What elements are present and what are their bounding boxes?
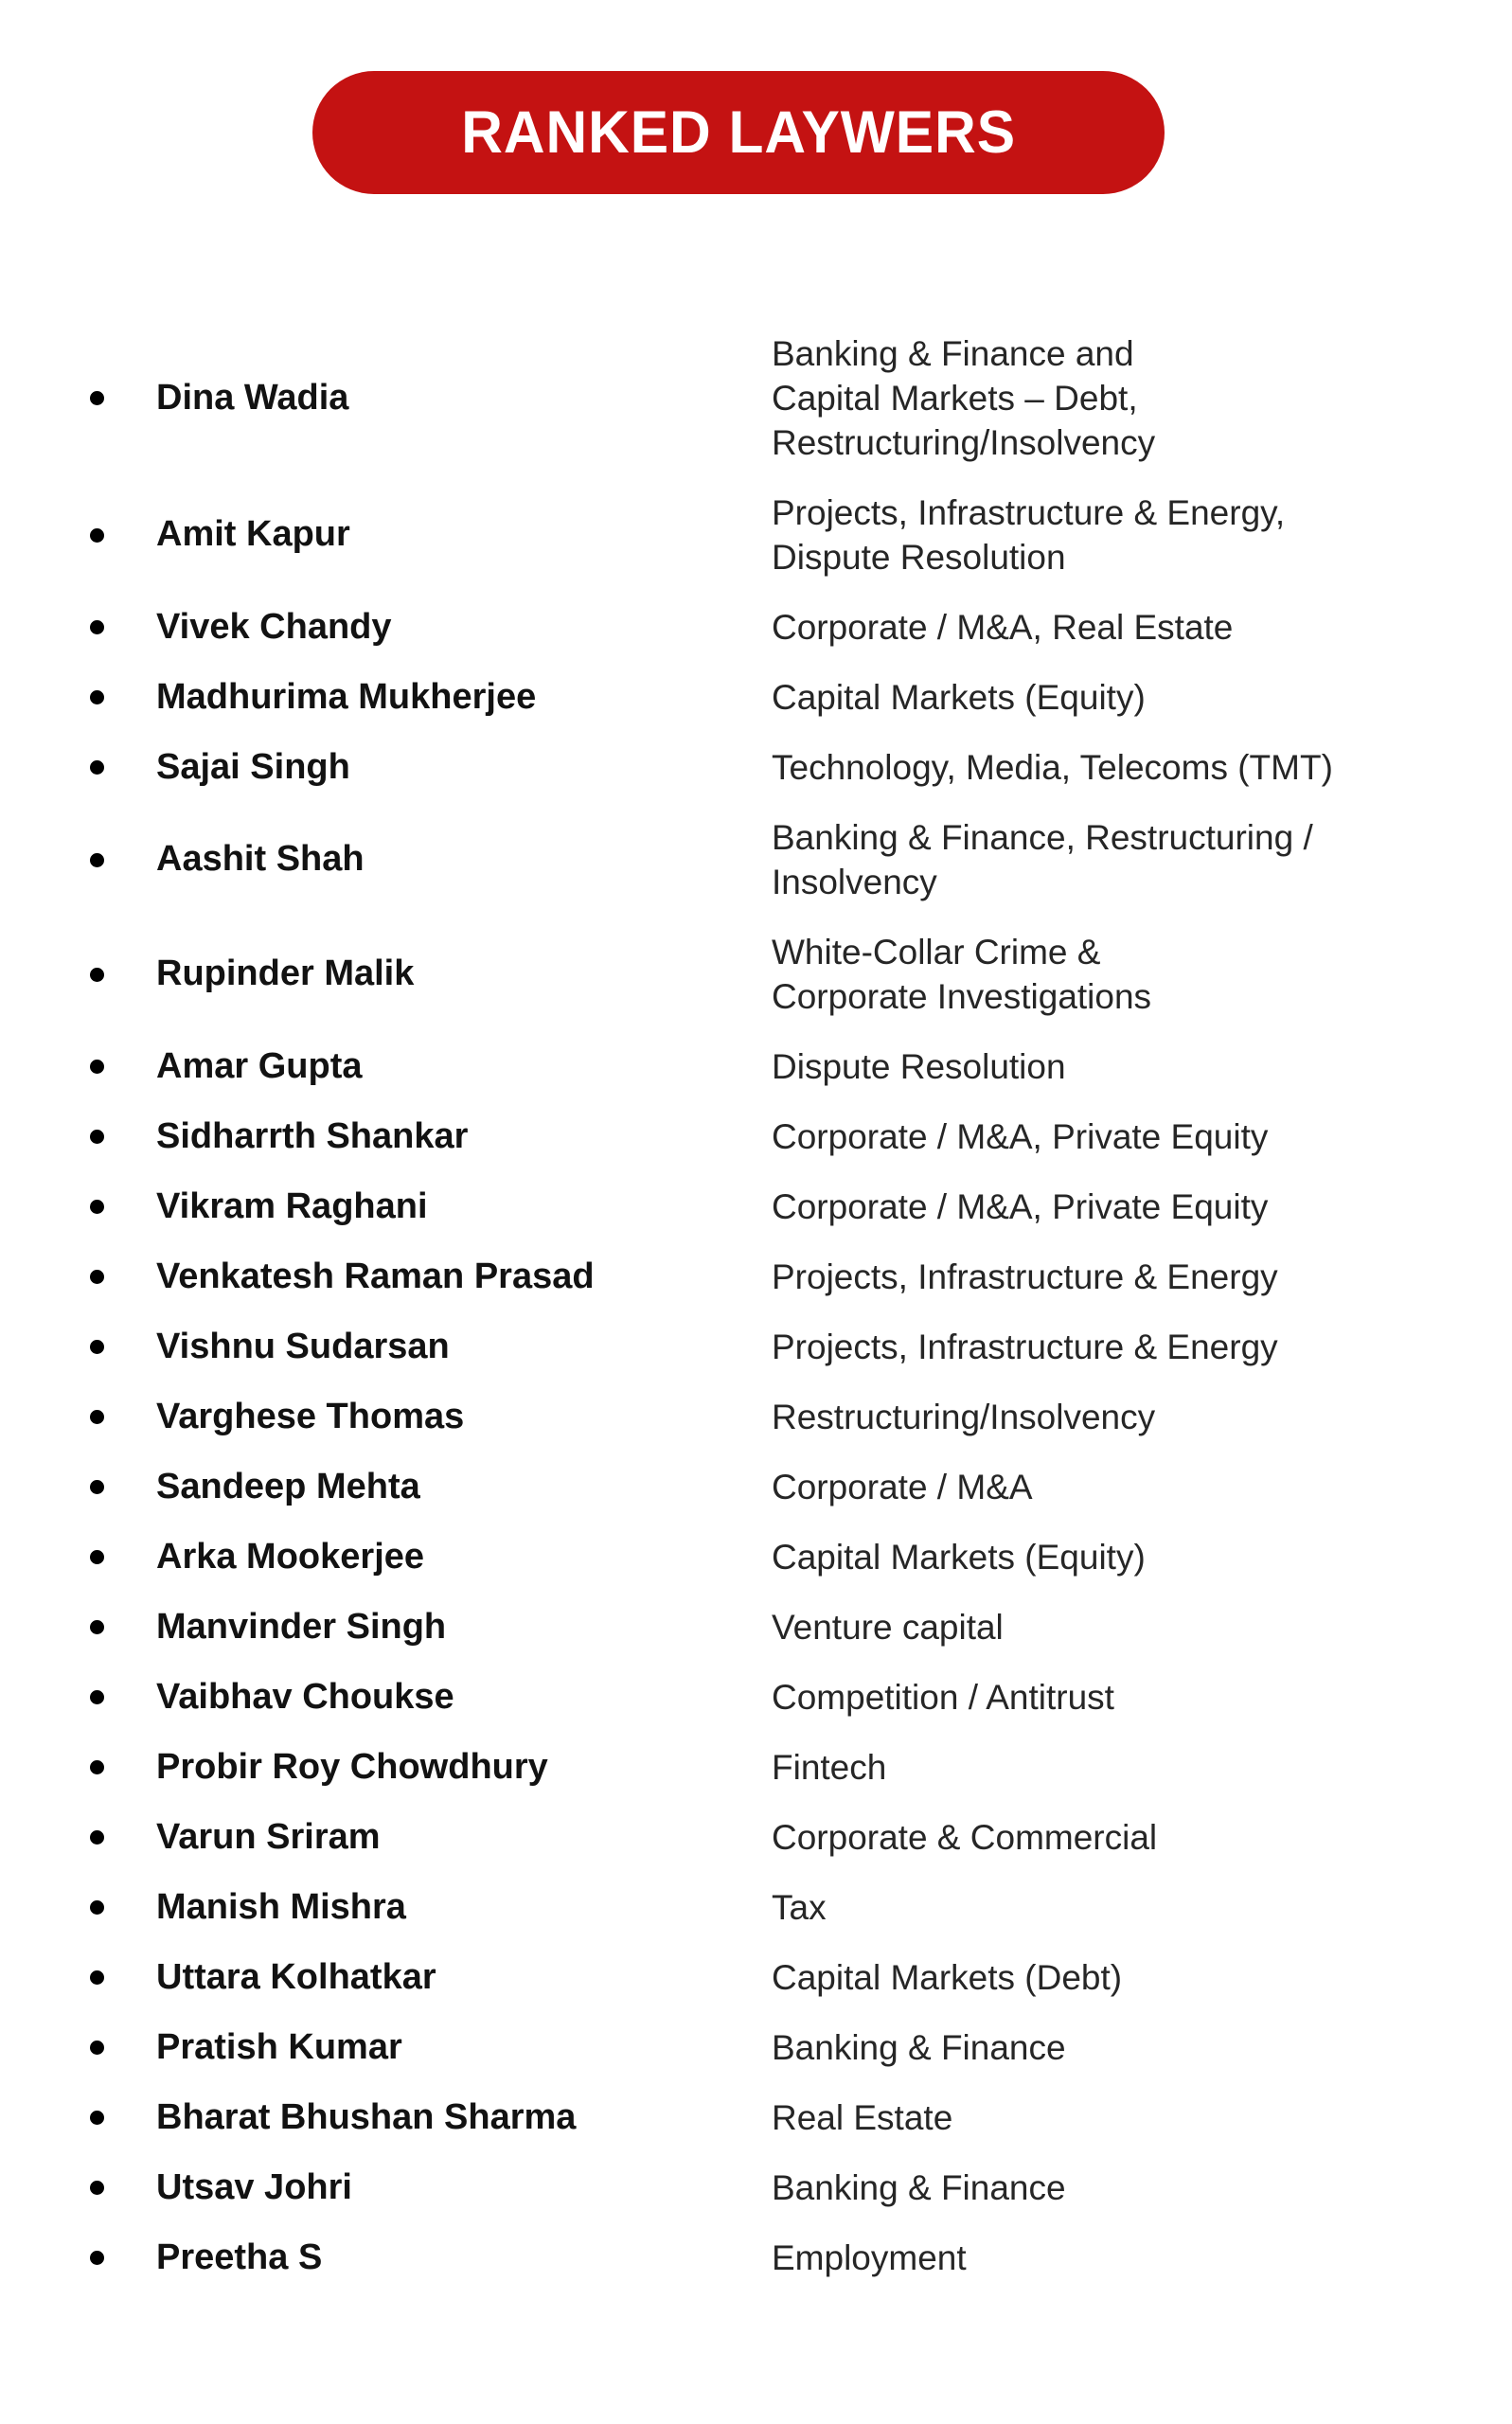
page-title: RANKED LAYWERS bbox=[461, 99, 1016, 166]
lawyer-row bbox=[90, 1885, 1474, 1930]
bullet-icon bbox=[90, 2111, 104, 2125]
bullet-icon bbox=[90, 1830, 104, 1845]
lawyer-row bbox=[90, 1465, 1474, 1509]
bullet-icon bbox=[90, 1690, 104, 1704]
practice-line: Dispute Resolution bbox=[772, 538, 1066, 577]
lawyer-row bbox=[90, 1605, 1474, 1649]
practice-line: Banking & Finance bbox=[772, 2028, 1066, 2067]
practice-line: Capital Markets (Equity) bbox=[772, 1538, 1146, 1577]
practice-line: Competition / Antitrust bbox=[772, 1678, 1114, 1717]
lawyer-row bbox=[90, 745, 1474, 790]
practice-area bbox=[772, 331, 1474, 465]
practice-area bbox=[772, 490, 1474, 579]
lawyer-row bbox=[90, 331, 1474, 465]
practice-line: Dispute Resolution bbox=[772, 1047, 1066, 1086]
lawyer-name: Pratish Kumar bbox=[156, 2026, 402, 2067]
bullet-icon bbox=[90, 1340, 104, 1354]
practice-area bbox=[772, 1745, 1474, 1790]
lawyer-name: Bharat Bhushan Sharma bbox=[156, 2096, 577, 2137]
practice-area bbox=[772, 1955, 1474, 2000]
practice-area bbox=[772, 1465, 1474, 1509]
practice-area bbox=[772, 2095, 1474, 2140]
practice-line: Banking & Finance bbox=[772, 2168, 1066, 2207]
practice-area bbox=[772, 2025, 1474, 2070]
lawyer-row bbox=[90, 1745, 1474, 1790]
bullet-icon bbox=[90, 1410, 104, 1424]
practice-area bbox=[772, 1325, 1474, 1369]
practice-line: Restructuring/Insolvency bbox=[772, 423, 1156, 462]
practice-line: Tax bbox=[772, 1888, 827, 1927]
lawyer-name: Sidharrth Shankar bbox=[156, 1115, 469, 1156]
practice-line: Projects, Infrastructure & Energy bbox=[772, 1257, 1278, 1296]
practice-area bbox=[772, 1395, 1474, 1439]
lawyer-name: Madhurima Mukherjee bbox=[156, 676, 537, 717]
lawyer-row bbox=[90, 605, 1474, 650]
practice-line: Projects, Infrastructure & Energy bbox=[772, 1328, 1278, 1366]
practice-area bbox=[772, 2236, 1474, 2280]
practice-area bbox=[772, 1535, 1474, 1579]
lawyer-name: Probir Roy Chowdhury bbox=[156, 1746, 548, 1787]
practice-area bbox=[772, 1605, 1474, 1649]
practice-area bbox=[772, 745, 1474, 790]
practice-area bbox=[772, 605, 1474, 650]
lawyer-row bbox=[90, 675, 1474, 720]
practice-line: Corporate / M&A, Real Estate bbox=[772, 608, 1234, 647]
lawyer-name: Manish Mishra bbox=[156, 1886, 406, 1927]
practice-line: Venture capital bbox=[772, 1608, 1004, 1647]
lawyer-name: Dina Wadia bbox=[156, 377, 349, 418]
lawyer-name: Varghese Thomas bbox=[156, 1396, 465, 1436]
lawyer-list bbox=[0, 331, 1512, 2280]
lawyer-name: Utsav Johri bbox=[156, 2166, 352, 2207]
practice-line: Banking & Finance, Restructuring / bbox=[772, 818, 1313, 857]
bullet-icon bbox=[90, 1760, 104, 1774]
lawyer-row bbox=[90, 490, 1474, 579]
practice-area bbox=[772, 930, 1474, 1019]
lawyer-row bbox=[90, 2095, 1474, 2140]
bullet-icon bbox=[90, 2041, 104, 2055]
lawyer-row bbox=[90, 2236, 1474, 2280]
lawyer-row bbox=[90, 1325, 1474, 1369]
lawyer-name: Uttara Kolhatkar bbox=[156, 1956, 436, 1997]
practice-line: Technology, Media, Telecoms (TMT) bbox=[772, 748, 1333, 787]
bullet-icon bbox=[90, 1620, 104, 1634]
bullet-icon bbox=[90, 1900, 104, 1915]
practice-line: Capital Markets – Debt, bbox=[772, 379, 1138, 418]
lawyer-name: Amar Gupta bbox=[156, 1045, 363, 1086]
practice-area bbox=[772, 675, 1474, 720]
lawyer-row bbox=[90, 1114, 1474, 1159]
practice-line: Corporate / M&A, Private Equity bbox=[772, 1117, 1269, 1156]
lawyer-row bbox=[90, 2166, 1474, 2210]
lawyer-name: Aashit Shah bbox=[156, 839, 365, 880]
bullet-icon bbox=[90, 620, 104, 634]
bullet-icon bbox=[90, 690, 104, 704]
lawyer-row bbox=[90, 1955, 1474, 2000]
practice-line: Corporate & Commercial bbox=[772, 1818, 1158, 1857]
lawyer-row bbox=[90, 1815, 1474, 1860]
practice-line: Projects, Infrastructure & Energy, bbox=[772, 493, 1286, 532]
lawyer-row bbox=[90, 815, 1474, 904]
bullet-icon bbox=[90, 1200, 104, 1214]
bullet-icon bbox=[90, 853, 104, 867]
bullet-icon bbox=[90, 1480, 104, 1494]
practice-line: Capital Markets (Debt) bbox=[772, 1958, 1123, 1997]
lawyer-name: Varun Sriram bbox=[156, 1816, 381, 1857]
practice-line: Corporate Investigations bbox=[772, 977, 1152, 1016]
practice-area bbox=[772, 1885, 1474, 1930]
practice-area bbox=[772, 2166, 1474, 2210]
practice-area bbox=[772, 1675, 1474, 1720]
bullet-icon bbox=[90, 1970, 104, 1985]
practice-area bbox=[772, 1044, 1474, 1089]
lawyer-name: Arka Mookerjee bbox=[156, 1536, 425, 1577]
lawyer-name: Vaibhav Choukse bbox=[156, 1676, 454, 1717]
bullet-icon bbox=[90, 1550, 104, 1564]
bullet-icon bbox=[90, 2181, 104, 2195]
lawyer-row bbox=[90, 2025, 1474, 2070]
lawyer-name: Manvinder Singh bbox=[156, 1606, 447, 1647]
lawyer-name: Sandeep Mehta bbox=[156, 1466, 420, 1506]
title-badge bbox=[312, 71, 1165, 194]
bullet-icon bbox=[90, 760, 104, 775]
lawyer-row bbox=[90, 1675, 1474, 1720]
lawyer-row bbox=[90, 1044, 1474, 1089]
lawyer-row bbox=[90, 1255, 1474, 1299]
lawyer-name: Amit Kapur bbox=[156, 514, 350, 555]
practice-line: Employment bbox=[772, 2238, 967, 2277]
practice-line: Corporate / M&A bbox=[772, 1468, 1033, 1506]
lawyer-row bbox=[90, 1535, 1474, 1579]
lawyer-name: Vikram Raghani bbox=[156, 1185, 428, 1226]
practice-line: Insolvency bbox=[772, 863, 937, 901]
practice-line: Real Estate bbox=[772, 2098, 953, 2137]
practice-line: White-Collar Crime & bbox=[772, 933, 1101, 971]
practice-line: Corporate / M&A, Private Equity bbox=[772, 1187, 1269, 1226]
lawyer-name: Venkatesh Raman Prasad bbox=[156, 1256, 595, 1296]
lawyer-name: Vivek Chandy bbox=[156, 606, 392, 647]
bullet-icon bbox=[90, 1060, 104, 1074]
practice-area bbox=[772, 1255, 1474, 1299]
lawyer-name: Rupinder Malik bbox=[156, 954, 415, 994]
practice-area bbox=[772, 1815, 1474, 1860]
lawyer-row bbox=[90, 1395, 1474, 1439]
lawyer-name: Sajai Singh bbox=[156, 746, 350, 787]
lawyer-row bbox=[90, 1185, 1474, 1229]
bullet-icon bbox=[90, 968, 104, 982]
practice-line: Restructuring/Insolvency bbox=[772, 1398, 1156, 1436]
practice-area bbox=[772, 815, 1474, 904]
practice-line: Capital Markets (Equity) bbox=[772, 678, 1146, 717]
bullet-icon bbox=[90, 1130, 104, 1144]
bullet-icon bbox=[90, 2251, 104, 2265]
lawyer-name: Preetha S bbox=[156, 2237, 323, 2277]
practice-area bbox=[772, 1185, 1474, 1229]
bullet-icon bbox=[90, 391, 104, 405]
bullet-icon bbox=[90, 528, 104, 543]
bullet-icon bbox=[90, 1270, 104, 1284]
lawyer-name: Vishnu Sudarsan bbox=[156, 1326, 450, 1366]
practice-line: Fintech bbox=[772, 1748, 887, 1787]
practice-line: Banking & Finance and bbox=[772, 334, 1134, 373]
lawyer-row bbox=[90, 930, 1474, 1019]
practice-area bbox=[772, 1114, 1474, 1159]
